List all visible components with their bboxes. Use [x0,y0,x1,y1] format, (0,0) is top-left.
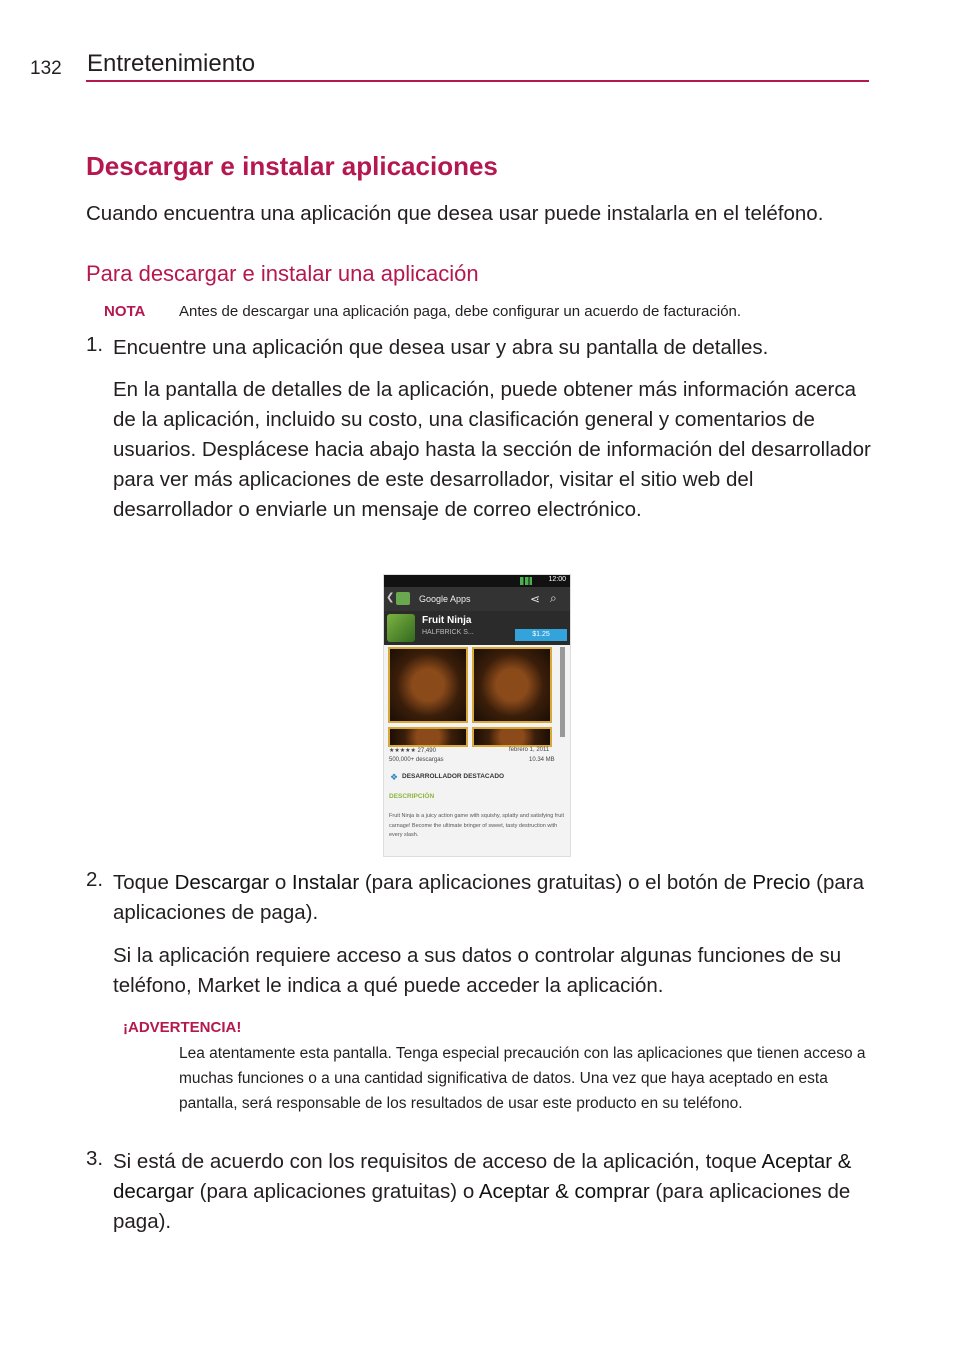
scrollbar [560,647,565,737]
gallery-thumb [472,647,552,723]
step-2-text-d: (para aplicaciones de paga). [113,871,864,924]
note-label: NOTA [104,303,146,320]
description-heading: DESCRIPCIÓN [389,793,435,800]
header-divider [86,80,869,82]
download-count: 500,000+ descargas [389,757,444,763]
back-icon: ❮ [386,592,395,603]
warning-label: ¡ADVERTENCIA! [123,1019,242,1036]
warning-text: Lea atentamente esta pantalla. Tenga especial precaución con las aplicaciones que tienen acceso a muchas funciones o a una cantidad significativa de datos. Una vez que haya aceptado en esta pantalla, será responsable de los resultados de usar este producto en su teléfono. [179,1045,866,1112]
app-details-screenshot [383,574,571,857]
keyword-descargar: Descargar [174,871,270,894]
step-3-number: 3. [86,1147,104,1170]
step-3-text-b: (para aplicaciones gratuitas) o [193,1180,479,1203]
screenshot-gallery [388,647,556,805]
step-3-text-c: (para aplicaciones de paga). [113,1180,851,1233]
subsection-title: Para descargar e instalar una aplicación [86,261,479,286]
action-bar-title: Google Apps [419,594,471,604]
step-1-number: 1. [86,333,104,356]
gallery-thumb [388,647,468,723]
app-size: 10.34 MB [529,757,555,763]
step-2-text-c: (para aplicaciones gratuitas) o el botón de [359,871,753,894]
intro-paragraph: Cuando encuentra una aplicación que desea usar puede instalarla en el teléfono. [86,202,824,225]
step-2-text [113,868,873,928]
note-text: Antes de descargar una aplicación paga, debe configurar un acuerdo de facturación. [179,303,742,320]
page-title: Descargar e instalar aplicaciones [86,151,498,181]
app-icon [387,614,415,642]
app-header [384,611,570,645]
keyword-aceptar-comprar: Aceptar & comprar [478,1180,650,1203]
rating: ★★★★★ 27,490 [389,748,436,754]
step-2-text-b: o [269,871,292,894]
description-text: Fruit Ninja is a juicy action game with squishy, splatty and satisfying fruit carnage! Become the ultimate bringer of sweet, tasty destruction with every slash. [389,813,565,838]
step-3-text [113,1147,873,1237]
featured-developer-label: DESARROLLADOR DESTACADO [402,773,505,780]
page-number: 132 [30,58,62,79]
featured-developer-icon: ❖ [390,772,399,782]
price-button: $1.25 [515,629,567,641]
step-3-text-a: Si está de acuerdo con los requisitos de acceso de la aplicación, toque [113,1150,762,1173]
search-icon: ⌕ [550,591,557,605]
release-date: febrero 1, 2011 [509,747,550,753]
keyword-precio: Precio [752,871,811,894]
app-developer: HALFBRICK S... [422,629,474,636]
signal-icon [520,577,532,585]
step-1-paragraph: En la pantalla de detalles de la aplicación, puede obtener más información acerca de la aplicación, incluido su costo, una clasificación general y comentarios de usuarios. Desplácese hacia abajo hasta la sección de información del desarrollador para ver más aplicaciones de este desarrollador, visitar el sitio web del desarrollador o enviarle un mensaje de correo electrónico. [113,378,871,521]
section-title: Entretenimiento [87,50,256,77]
gallery-thumb [388,727,468,747]
app-name: Fruit Ninja [422,615,472,626]
step-2-number: 2. [86,868,104,891]
status-time: 12:00 [548,576,566,583]
step-2-paragraph: Si la aplicación requiere acceso a sus datos o controlar algunas funciones de su teléfono, Market le indica a qué puede acceder la aplicación. [113,944,842,997]
action-bar [384,587,570,611]
market-bag-icon [396,592,410,605]
keyword-instalar: Instalar [291,871,360,894]
step-2-text-a: Toque [113,871,175,894]
gallery-thumb [472,727,552,747]
keyword-aceptar-descargar: Aceptar & decargar [113,1150,852,1203]
step-1-text: Encuentre una aplicación que desea usar y abra su pantalla de detalles. [113,336,769,359]
status-bar [384,575,570,587]
share-icon: ⋖ [530,592,541,606]
